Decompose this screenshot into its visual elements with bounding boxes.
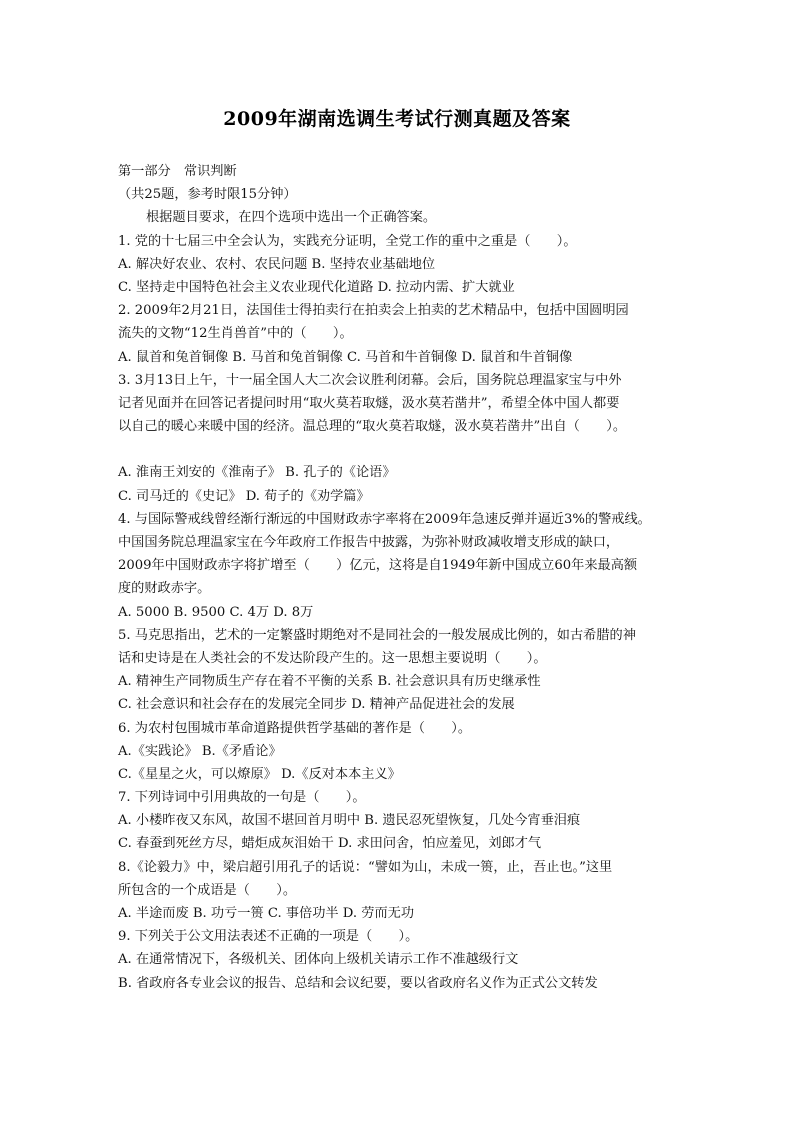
question-3-options-cd: C. 司马迁的《史记》 D. 荀子的《劝学篇》 <box>118 488 370 504</box>
question-1: 1. 党的十七届三中全会认为，实践充分证明，全党工作的重中之重是（ ）。 <box>118 233 577 249</box>
section-note: （共25题，参考时限15分钟） <box>118 187 297 203</box>
question-3-cont-2: 以自己的暖心来暖中国的经济。温总理的“取火莫若取燧，汲水莫若凿井”出自（ ）。 <box>118 419 627 435</box>
section-heading: 第一部分 常识判断 <box>118 164 237 179</box>
document-body <box>118 160 688 995</box>
question-5-cont: 话和史诗是在人类社会的不发达阶段产生的。这一思想主要说明（ ）。 <box>118 650 547 666</box>
question-4-options: A. 5000 B. 9500 C. 4万 D. 8万 <box>118 604 314 620</box>
question-1-options-cd: C. 坚持走中国特色社会主义农业现代化道路 D. 拉动内需、扩大就业 <box>118 279 515 295</box>
question-8: 8.《论毅力》中，梁启超引用孔子的话说：“譬如为山，未成一篑，止，吾止也。”这里 <box>118 859 613 875</box>
question-7: 7. 下列诗词中引用典故的一句是（ ）。 <box>118 790 366 806</box>
question-7-options-cd: C. 春蚕到死丝方尽，蜡炬成灰泪始干 D. 求田问舍，怕应羞见，刘郎才气 <box>118 836 542 852</box>
question-4-cont-1: 中国国务院总理温家宝在今年政府工作报告中披露，为弥补财政减收增支形成的缺口， <box>118 535 620 550</box>
question-9-option-a: A. 在通常情况下，各级机关、团体向上级机关请示工作不准越级行文 <box>118 952 519 968</box>
question-9-option-b: B. 省政府各专业会议的报告、总结和会议纪要，要以省政府名义作为正式公文转发 <box>118 975 598 991</box>
question-4-cont-2: 2009年中国财政赤字将扩增至（ ）亿元，这将是自1949年新中国成立60年来最高额 <box>118 558 638 574</box>
question-5-options-ab: A. 精神生产同物质生产存在着不平衡的关系 B. 社会意识具有历史继承性 <box>118 674 541 690</box>
question-2: 2. 2009年2月21日，法国佳士得拍卖行在拍卖会上拍卖的艺术精品中，包括中国圆明园 <box>118 303 629 319</box>
question-2-options: A. 鼠首和兔首铜像 B. 马首和兔首铜像 C. 马首和牛首铜像 D. 鼠首和牛首铜像 <box>118 349 573 365</box>
question-1-options-ab: A. 解决好农业、农村、农民问题 B. 坚持农业基础地位 <box>118 256 436 272</box>
question-8-cont: 所包含的一个成语是（ ）。 <box>118 882 297 898</box>
blank-line <box>118 438 688 461</box>
question-6: 6. 为农村包围城市革命道路提供哲学基础的著作是（ ）。 <box>118 720 472 736</box>
question-5: 5. 马克思指出，艺术的一定繁盛时期绝对不是同社会的一般发展成比例的，如古希腊的神 <box>118 627 636 643</box>
question-9: 9. 下列关于公文用法表述不正确的一项是（ ）。 <box>118 929 419 945</box>
question-8-options: A. 半途而废 B. 功亏一篑 C. 事倍功半 D. 劳而无功 <box>118 906 415 921</box>
question-7-options-ab: A. 小楼昨夜又东风，故国不堪回首月明中 B. 遗民忍死望恢复，几处今宵垂泪痕 <box>118 813 581 829</box>
section-instruction: 根据题目要求，在四个选项中选出一个正确答案。 <box>146 210 437 226</box>
question-5-options-cd: C. 社会意识和社会存在的发展完全同步 D. 精神产品促进社会的发展 <box>118 697 515 713</box>
question-2-cont: 流失的文物“12生肖兽首”中的（ ）。 <box>118 326 353 342</box>
question-4-cont-3: 度的财政赤字。 <box>118 581 211 597</box>
question-3-options-ab: A. 淮南王刘安的《淮南子》 B. 孔子的《论语》 <box>118 465 396 481</box>
document-title: 2009年湖南选调生考试行测真题及答案 <box>223 108 571 130</box>
question-3: 3. 3月13日上午，十一届全国人大二次会议胜利闭幕。会后，国务院总理温家宝与中外 <box>118 372 622 388</box>
question-6-options-ab: A.《实践论》 B.《矛盾论》 <box>118 743 282 759</box>
question-3-cont-1: 记者见面并在回答记者提问时用“取火莫若取燧，汲水莫若凿井”，希望全体中国人都要 <box>118 395 620 411</box>
question-4: 4. 与国际警戒线曾经渐行渐远的中国财政赤字率将在2009年急速反弹并逼近3%的警戒线。 <box>118 511 651 527</box>
question-6-options-cd: C.《星星之火，可以燎原》 D.《反对本本主义》 <box>118 766 401 782</box>
